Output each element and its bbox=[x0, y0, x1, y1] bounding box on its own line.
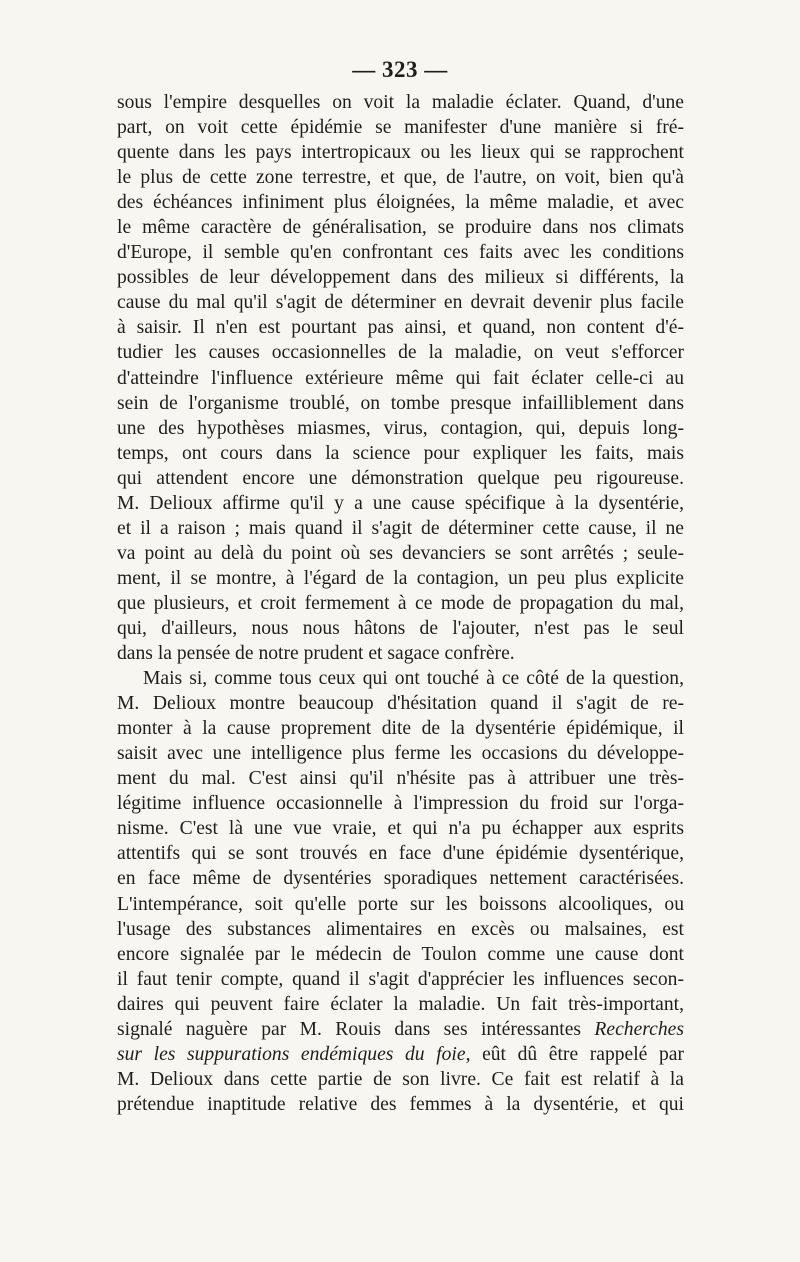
text-line: daires qui peuvent faire éclater la maladie. Un fait très-important, bbox=[117, 993, 684, 1015]
text-line: qui, d'ailleurs, nous nous hâtons de l'ajouter, n'est pas le seul bbox=[117, 617, 684, 639]
body-text bbox=[117, 90, 684, 1117]
text-line: nisme. C'est là une vue vraie, et qui n'a pu échapper aux esprits bbox=[117, 818, 684, 840]
text-line: tudier les causes occasionnelles de la maladie, on veut s'efforcer bbox=[117, 342, 684, 364]
text-line: en face même de dysentéries sporadiques nettement caractérisées. bbox=[117, 868, 684, 890]
text-line: sous l'empire desquelles on voit la maladie éclater. Quand, d'une bbox=[117, 92, 684, 113]
text-line: d'Europe, il semble qu'en confrontant ces faits avec les conditions bbox=[117, 242, 684, 264]
text-line: ment, il se montre, à l'égard de la contagion, un peu plus explicite bbox=[117, 567, 684, 589]
text-line: à saisir. Il n'en est pourtant pas ainsi, et quand, non content d'é- bbox=[117, 317, 684, 339]
text-line: et il a raison ; mais quand il s'agit de déterminer cette cause, il ne bbox=[117, 517, 684, 539]
text-line: ment du mal. C'est ainsi qu'il n'hésite pas à attribuer une très- bbox=[117, 768, 684, 790]
text-line: il faut tenir compte, quand il s'agit d'apprécier les influences secon- bbox=[117, 968, 684, 990]
text-line: sein de l'organisme troublé, on tombe presque infailliblement dans bbox=[117, 392, 684, 414]
text-segment: signalé naguère par M. Rouis dans ses intéressantes bbox=[117, 1018, 582, 1040]
text-segment: , eût dû être rappelé par bbox=[465, 1043, 684, 1065]
text-line: qui attendent encore une démonstration quelque peu rigoureuse. bbox=[117, 467, 684, 489]
text-line: M. Delioux montre beaucoup d'hésitation quand il s'agit de re- bbox=[117, 693, 684, 715]
text-line: attentifs qui se sont trouvés en face d'une épidémie dysentérique, bbox=[117, 843, 684, 865]
text-line: le plus de cette zone terrestre, et que, de l'autre, on voit, bien qu'à bbox=[117, 167, 684, 189]
text-line: possibles de leur développement dans des milieux si différents, la bbox=[117, 267, 684, 289]
text-line: prétendue inaptitude relative des femmes à la dysentérie, et qui bbox=[117, 1093, 684, 1115]
text-line: le même caractère de généralisation, se produire dans nos climats bbox=[117, 217, 684, 239]
page-number: — 323 — bbox=[352, 57, 448, 82]
text-line: monter à la cause proprement dite de la dysentérie épidémique, il bbox=[117, 718, 684, 740]
italic-title-word: Recherches bbox=[594, 1018, 684, 1040]
text-line: L'intempérance, soit qu'elle porte sur les boissons alcooliques, ou bbox=[117, 893, 684, 915]
text-line: part, on voit cette épidémie se manifester d'une manière si fré- bbox=[117, 117, 684, 139]
text-line: temps, ont cours dans la science pour expliquer les faits, mais bbox=[117, 442, 684, 464]
text-line-with-italic bbox=[117, 1017, 684, 1042]
text-line: encore signalée par le médecin de Toulon comme une cause dont bbox=[117, 943, 684, 965]
text-line-with-italic bbox=[117, 1042, 684, 1067]
text-line: des échéances infiniment plus éloignées, la même maladie, et avec bbox=[117, 192, 684, 214]
text-line: une des hypothèses miasmes, virus, contagion, qui, depuis long- bbox=[117, 417, 684, 439]
text-line: d'atteindre l'influence extérieure même qui fait éclater celle-ci au bbox=[117, 367, 684, 389]
text-line: va point au delà du point où ses devanciers se sont arrêtés ; seule- bbox=[117, 542, 684, 564]
text-line: l'usage des substances alimentaires en excès ou malsaines, est bbox=[117, 918, 684, 940]
italic-title-segment: sur les suppurations endémiques du foie bbox=[117, 1043, 466, 1065]
text-line: M. Delioux affirme qu'il y a une cause spécifique à la dysentérie, bbox=[117, 492, 684, 514]
text-line: cause du mal qu'il s'agit de déterminer en devrait devenir plus facile bbox=[117, 292, 684, 314]
paragraph-start-line: Mais si, comme tous ceux qui ont touché à ce côté de la question, bbox=[143, 668, 684, 690]
text-line: quente dans les pays intertropicaux ou les lieux qui se rapprochent bbox=[117, 142, 684, 164]
paragraph-end-line: dans la pensée de notre prudent et sagace confrère. bbox=[117, 643, 515, 665]
text-line: que plusieurs, et croit fermement à ce mode de propagation du mal, bbox=[117, 592, 684, 614]
text-line: légitime influence occasionnelle à l'impression du froid sur l'orga- bbox=[117, 793, 684, 815]
text-line: M. Delioux dans cette partie de son livre. Ce fait est relatif à la bbox=[117, 1068, 684, 1090]
text-line: saisit avec une intelligence plus ferme les occasions du développe- bbox=[117, 743, 684, 765]
